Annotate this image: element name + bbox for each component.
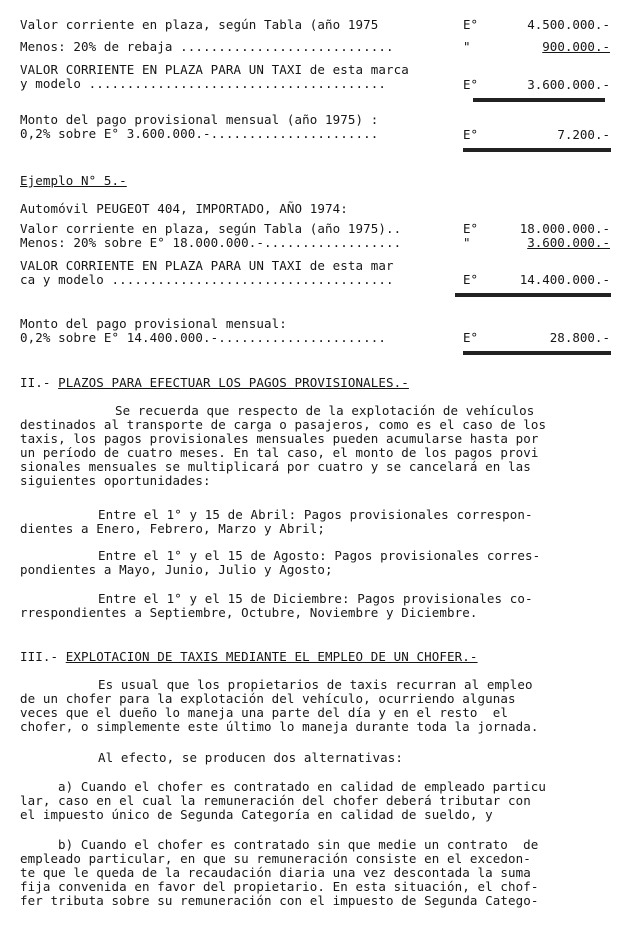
paragraph-line: dientes a Enero, Febrero, Marzo y Abril; bbox=[20, 521, 326, 536]
currency-mark: E° bbox=[463, 330, 479, 345]
text-line: y modelo ....................................... bbox=[20, 76, 387, 91]
paragraph-line: empleado particular, en que su remuneración consiste en el excedon- bbox=[20, 851, 531, 866]
paragraph-line: un período de cuatro meses. En tal caso, el monto de los pagos provi bbox=[20, 445, 539, 460]
amount: 28.800.- bbox=[549, 330, 610, 345]
amount: 3.600.000.- bbox=[527, 235, 610, 250]
double-underline bbox=[473, 98, 605, 102]
paragraph-line: a) Cuando el chofer es contratado en calidad de empleado particu bbox=[58, 779, 547, 794]
double-underline bbox=[463, 148, 611, 152]
text-line: ca y modelo ..................................... bbox=[20, 272, 394, 287]
paragraph-line: fija convenida en favor del propietario. En esta situación, el chof- bbox=[20, 879, 539, 894]
paragraph-line: fer tributa sobre su remuneración con el impuesto de Segunda Catego- bbox=[20, 893, 539, 908]
section-number: III.- bbox=[20, 649, 66, 664]
paragraph-line: lar, caso en el cual la remuneración del chofer deberá tributar con bbox=[20, 793, 531, 808]
currency-mark: E° bbox=[463, 77, 479, 92]
text-line: Monto del pago provisional mensual: bbox=[20, 316, 287, 331]
text-line: Valor corriente en plaza, según Tabla (año 1975 bbox=[20, 17, 379, 32]
amount: 7.200.- bbox=[557, 127, 610, 142]
section-heading bbox=[20, 650, 478, 664]
paragraph-line: Entre el 1° y 15 de Abril: Pagos provisionales correspon- bbox=[98, 507, 533, 522]
paragraph-line: te que le queda de la recaudación diaria una vez descontada la suma bbox=[20, 865, 531, 880]
paragraph-line: de un chofer para la explotación del vehículo, ocurriendo algunas bbox=[20, 691, 516, 706]
text-line: Automóvil PEUGEOT 404, IMPORTADO, AÑO 1974: bbox=[20, 201, 348, 216]
text-line: Monto del pago provisional mensual (año 1975) : bbox=[20, 112, 379, 127]
paragraph-line: Al efecto, se producen dos alternativas: bbox=[98, 750, 404, 765]
example-heading: Ejemplo N° 5.- bbox=[20, 173, 127, 188]
text-line: Menos: 20% sobre E° 18.000.000.-.................. bbox=[20, 235, 402, 250]
paragraph-line: veces que el dueño lo maneja una parte del día y en el resto el bbox=[20, 705, 509, 720]
paragraph-line: Entre el 1° y el 15 de Diciembre: Pagos provisionales co- bbox=[98, 591, 533, 606]
amount: 14.400.000.- bbox=[519, 272, 610, 287]
paragraph-line: rrespondientes a Septiembre, Octubre, Noviembre y Diciembre. bbox=[20, 605, 478, 620]
paragraph-line: siguientes oportunidades: bbox=[20, 473, 211, 488]
paragraph-line: Es usual que los propietarios de taxis recurran al empleo bbox=[98, 677, 533, 692]
paragraph-line: sionales mensuales se multiplicará por cuatro y se cancelará en las bbox=[20, 459, 531, 474]
section-number: II.- bbox=[20, 375, 59, 390]
currency-mark: E° bbox=[463, 127, 479, 142]
text-line: VALOR CORRIENTE EN PLAZA PARA UN TAXI de esta mar bbox=[20, 258, 394, 273]
amount: 18.000.000.- bbox=[519, 221, 610, 236]
section-title: EXPLOTACION DE TAXIS MEDIANTE EL EMPLEO DE UN CHOFER.- bbox=[65, 649, 478, 664]
text-line: Menos: 20% de rebaja ............................ bbox=[20, 39, 394, 54]
currency-mark: E° bbox=[463, 272, 479, 287]
paragraph-line: Se recuerda que respecto de la explotación de vehículos bbox=[115, 403, 535, 418]
currency-mark: E° bbox=[463, 221, 479, 236]
amount: 3.600.000.- bbox=[527, 77, 610, 92]
text-line: 0,2% sobre E° 14.400.000.-...................... bbox=[20, 330, 387, 345]
paragraph-line: chofer, o simplemente este último lo maneja durante toda la jornada. bbox=[20, 719, 539, 734]
paragraph-line: destinados al transporte de carga o pasajeros, como es el caso de los bbox=[20, 417, 547, 432]
amount: 4.500.000.- bbox=[527, 17, 610, 32]
paragraph-line: taxis, los pagos provisionales mensuales pueden acumularse hasta por bbox=[20, 431, 539, 446]
double-underline bbox=[463, 351, 611, 355]
ditto-mark: " bbox=[463, 235, 471, 250]
paragraph-line: el impuesto único de Segunda Categoría en calidad de sueldo, y bbox=[20, 807, 493, 822]
amount: 900.000.- bbox=[542, 39, 610, 54]
paragraph-line: Entre el 1° y el 15 de Agosto: Pagos provisionales corres- bbox=[98, 548, 541, 563]
paragraph-line: b) Cuando el chofer es contratado sin que medie un contrato de bbox=[58, 837, 539, 852]
text-line: 0,2% sobre E° 3.600.000.-...................... bbox=[20, 126, 379, 141]
section-title: PLAZOS PARA EFECTUAR LOS PAGOS PROVISIONALES.- bbox=[58, 375, 409, 390]
currency-mark: E° bbox=[463, 17, 479, 32]
paragraph-line: pondientes a Mayo, Junio, Julio y Agosto; bbox=[20, 562, 333, 577]
ditto-mark: " bbox=[463, 39, 471, 54]
text-line: VALOR CORRIENTE EN PLAZA PARA UN TAXI de esta marca bbox=[20, 62, 409, 77]
text-line: Valor corriente en plaza, según Tabla (año 1975).. bbox=[20, 221, 402, 236]
double-underline bbox=[455, 293, 611, 297]
section-heading bbox=[20, 376, 409, 390]
